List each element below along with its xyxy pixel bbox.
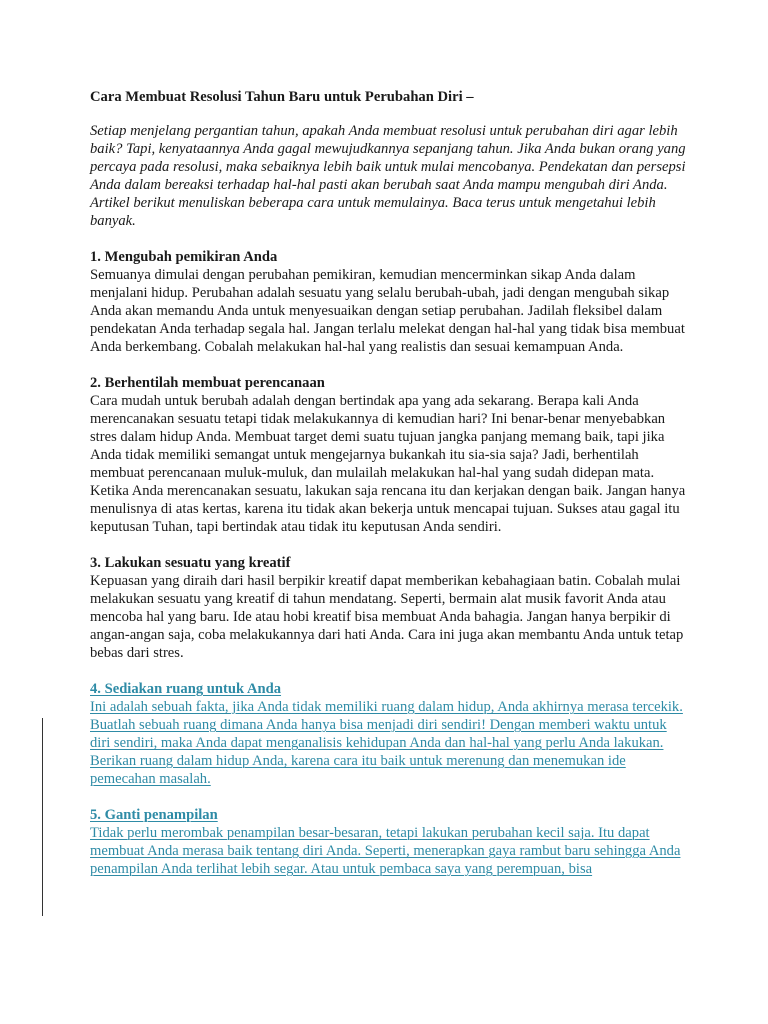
section-2: [90, 374, 690, 536]
section-body-link[interactable]: Tidak perlu merombak penampilan besar-besaran, tetapi lakukan perubahan kecil saja. Itu dapat membuat Anda merasa baik tentang diri Anda. Seperti, menerapkan gaya rambut baru sehingga Anda penampilan Anda terlihat lebih segar. Atau untuk pembaca saya yang perempuan, bisa: [90, 825, 681, 877]
section-body: Kepuasan yang diraih dari hasil berpikir kreatif dapat memberikan kebahagiaan batin. Cobalah mulai melakukan sesuatu yang kreatif di tahun mendatang. Seperti, bermain alat musik favorit Anda atau mencoba hal yang baru. Ide atau hobi kreatif bisa membuat Anda bahagia. Jangan hanya berpikir di angan-angan saja, coba melakukannya dari hati Anda. Cara ini juga akan membantu Anda untuk tetap bebas dari stres.: [90, 573, 684, 661]
section-4-link[interactable]: [90, 680, 690, 788]
section-heading: 2. Berhentilah membuat perencanaan: [90, 375, 325, 391]
section-heading: 3. Lakukan sesuatu yang kreatif: [90, 555, 291, 571]
section-body: Semuanya dimulai dengan perubahan pemikiran, kemudian mencerminkan sikap Anda dalam menjalani hidup. Perubahan adalah sesuatu yang selalu berubah-ubah, jadi dengan mengubah sikap Anda akan memandu Anda untuk menyesuaikan dengan setiap perubahan. Jadilah fleksibel dalam pendekatan Anda terhadap segala hal. Jangan terlalu melekat dengan hal-hal yang tidak bisa membuat Anda berkembang. Cobalah melakukan hal-hal yang realistis dan sesuai kemampuan Anda.: [90, 267, 685, 355]
intro-paragraph: Setiap menjelang pergantian tahun, apakah Anda membuat resolusi untuk perubahan diri agar lebih baik? Tapi, kenyataannya Anda gagal mewujudkannya sepanjang tahun. Jika Anda bukan orang yang percaya pada resolusi, maka sebaiknya lebih baik untuk mulai mencobanya. Pendekatan dan persepsi Anda dalam bereaksi terhadap hal-hal pasti akan berubah saat Anda mampu mengubah diri Anda. Artikel berikut menuliskan beberapa cara untuk memulainya. Baca terus untuk mengetahui lebih banyak.: [90, 123, 686, 229]
section-3: [90, 554, 690, 662]
section-body: Cara mudah untuk berubah adalah dengan bertindak apa yang ada sekarang. Berapa kali Anda merencanakan sesuatu tetapi tidak melakukannya di kemudian hari? Ini benar-benar menyebabkan stres dalam hidup Anda. Membuat target demi suatu tujuan jangka panjang memang baik, tapi jika Anda tidak memiliki semangat untuk mengejarnya bukankah itu sia-sia saja? Jadi, berhentilah membuat perencanaan muluk-muluk, dan mulailah melakukan hal-hal yang sudah didepan mata. Ketika Anda merencanakan sesuatu, lakukan saja rencana itu dan kerjakan dengan baik. Jangan hanya menulisnya di atas kertas, karena itu tidak akan bekerja untuk mencapai tujuan. Sukses atau gagal itu keputusan Tuhan, tapi bertindak atau tidak itu keputusan Anda sendiri.: [90, 393, 686, 535]
document-page: [90, 88, 690, 896]
section-5-link[interactable]: [90, 806, 690, 878]
section-body-link[interactable]: Ini adalah sebuah fakta, jika Anda tidak memiliki ruang dalam hidup, Anda akhirnya merasa tercekik. Buatlah sebuah ruang dimana Anda hanya bisa menjadi diri sendiri! Dengan memberi waktu untuk diri sendiri, maka Anda dapat menganalisis kehidupan Anda dan hal-hal yang perlu Anda lakukan. Berikan ruang dalam hidup Anda, karena cara itu baik untuk merenung dan menemukan ide pemecahan masalah.: [90, 699, 683, 787]
section-heading: 1. Mengubah pemikiran Anda: [90, 249, 278, 265]
section-heading-link[interactable]: 5. Ganti penampilan: [90, 807, 218, 823]
section-1: [90, 248, 690, 356]
change-bar: [42, 718, 43, 916]
section-heading-link[interactable]: 4. Sediakan ruang untuk Anda: [90, 681, 282, 697]
document-title: Cara Membuat Resolusi Tahun Baru untuk Perubahan Diri –: [90, 89, 474, 105]
